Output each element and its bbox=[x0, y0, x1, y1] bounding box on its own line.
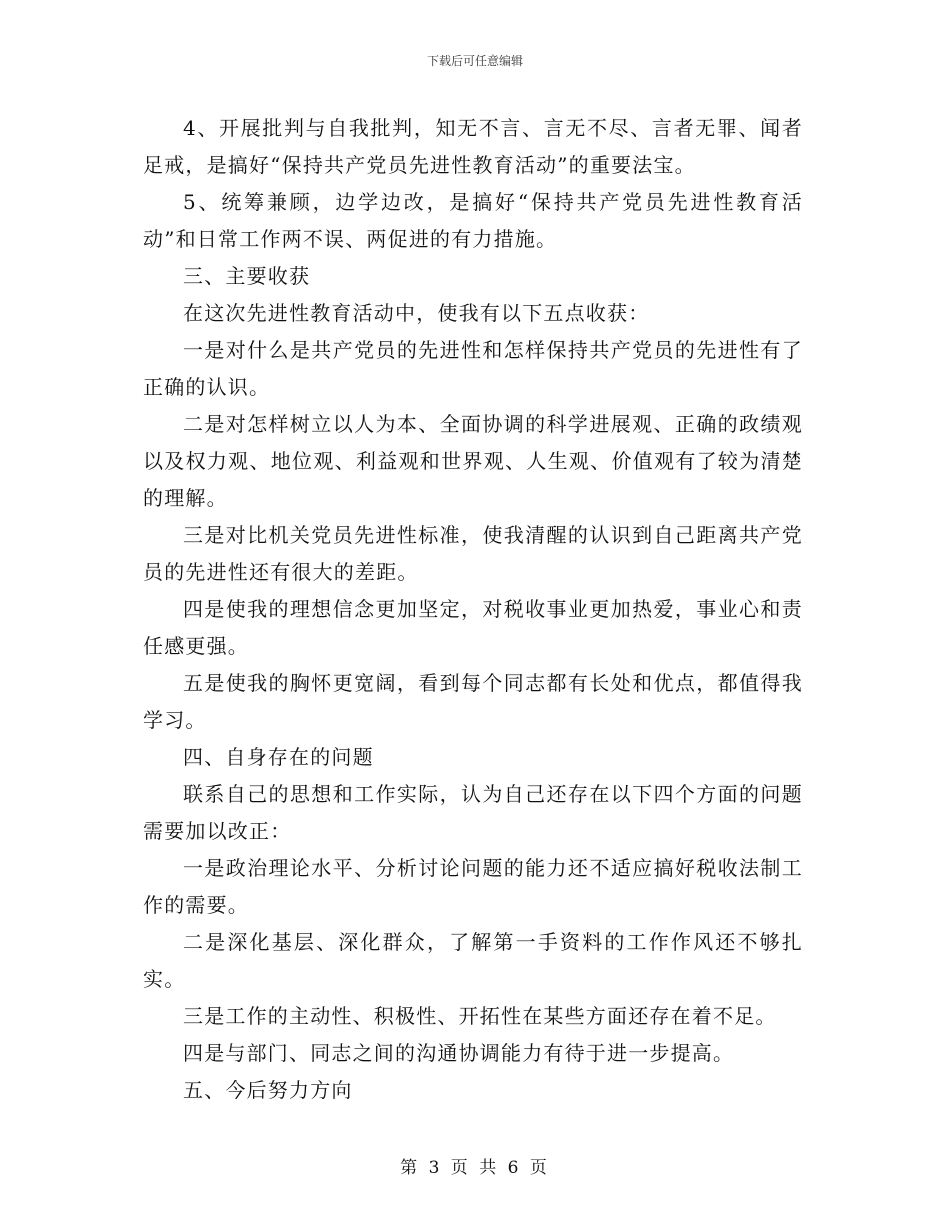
paragraph-gain-5: 五是使我的胸怀更宽阔，看到每个同志都有长处和优点，都值得我学习。 bbox=[143, 671, 803, 732]
paragraph-4-criticism: 4、开展批判与自我批判，知无不言、言无不尽、言者无罪、闻者足戒，是搞好“保持共产党员先进性教育活动”的重要法宝。 bbox=[143, 116, 803, 177]
page-number-footer: 第 3 页 共 6 页 bbox=[400, 1158, 550, 1178]
paragraph-problem-4: 四是与部门、同志之间的沟通协调能力有待于进一步提高。 bbox=[183, 1041, 735, 1065]
paragraph-5-coordination: 5、统筹兼顾，边学边改，是搞好“保持共产党员先进性教育活动”和日常工作两不误、两促进的有力措施。 bbox=[143, 190, 803, 251]
section-heading-problems: 四、自身存在的问题 bbox=[183, 745, 374, 769]
paragraph-problem-3: 三是工作的主动性、积极性、开拓性在某些方面还存在着不足。 bbox=[183, 1004, 777, 1028]
paragraph-problems-intro: 联系自己的思想和工作实际，认为自己还存在以下四个方面的问题需要加以改正： bbox=[143, 782, 803, 843]
paragraph-gain-1: 一是对什么是共产党员的先进性和怎样保持共产党员的先进性有了正确的认识。 bbox=[143, 338, 803, 399]
document-body bbox=[143, 110, 803, 1109]
section-heading-main-gains: 三、主要收获 bbox=[183, 264, 311, 288]
paragraph-problem-1: 一是政治理论水平、分析讨论问题的能力还不适应搞好税收法制工作的需要。 bbox=[143, 856, 803, 917]
paragraph-gains-intro: 在这次先进性教育活动中，使我有以下五点收获： bbox=[183, 301, 650, 325]
paragraph-gain-4: 四是使我的理想信念更加坚定，对税收事业更加热爱，事业心和责任感更强。 bbox=[143, 597, 803, 658]
paragraph-gain-3: 三是对比机关党员先进性标准，使我清醒的认识到自己距离共产党员的先进性还有很大的差距。 bbox=[143, 523, 803, 584]
section-heading-future-direction: 五、今后努力方向 bbox=[183, 1078, 353, 1102]
paragraph-gain-2: 二是对怎样树立以人为本、全面协调的科学进展观、正确的政绩观以及权力观、地位观、利益观和世界观、人生观、价值观有了较为清楚的理解。 bbox=[143, 412, 803, 510]
page-header: 下载后可任意编辑 bbox=[426, 54, 523, 68]
paragraph-problem-2: 二是深化基层、深化群众，了解第一手资料的工作作风还不够扎实。 bbox=[143, 930, 803, 991]
